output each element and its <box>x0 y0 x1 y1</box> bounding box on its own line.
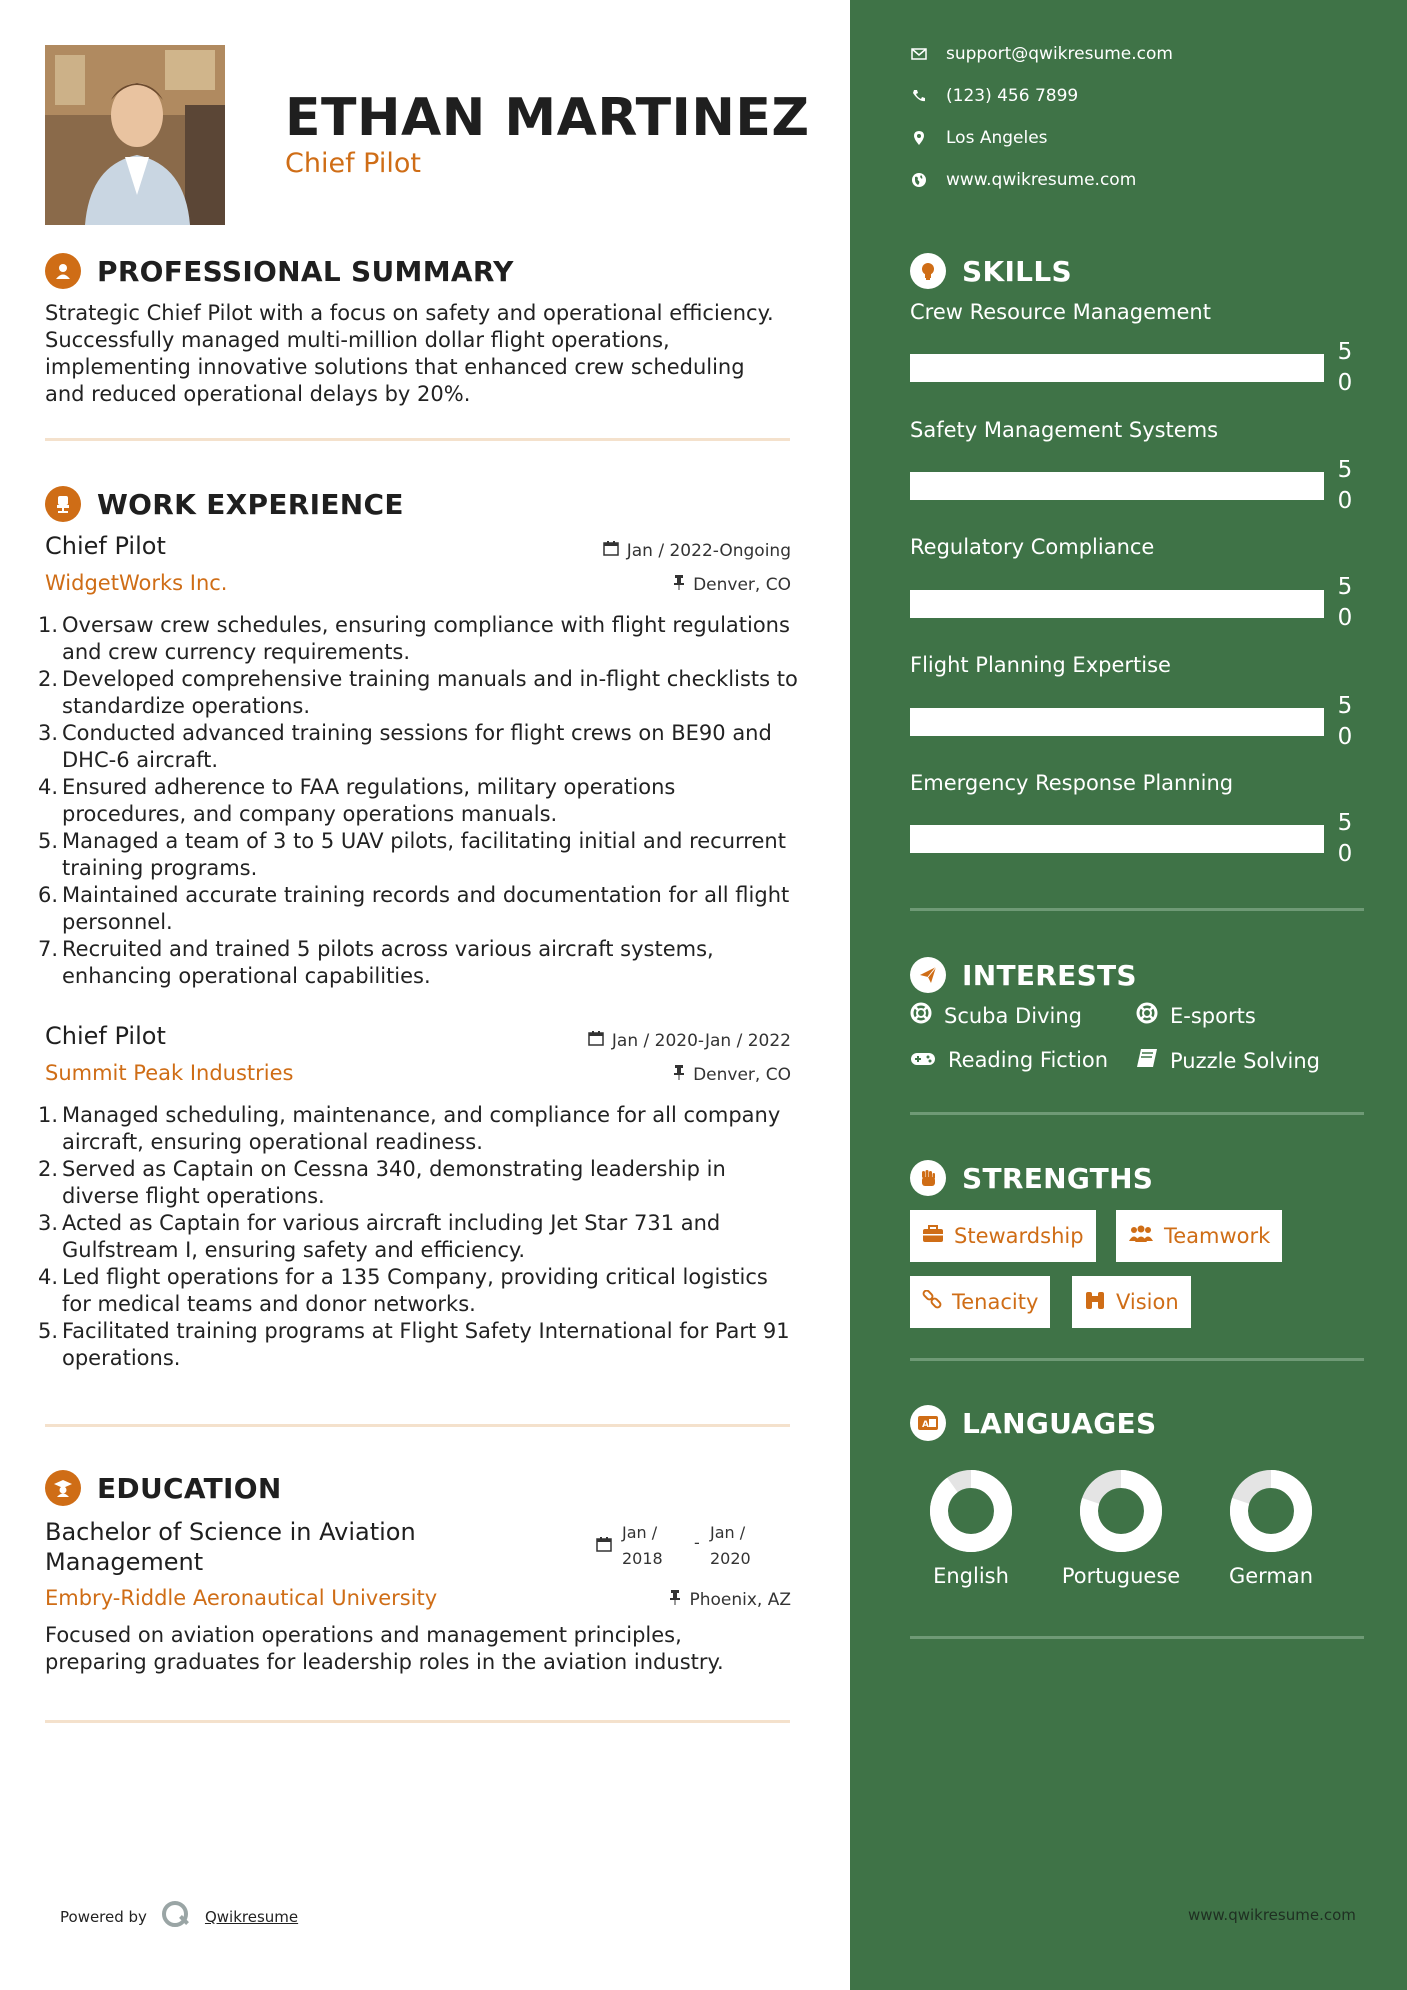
contact-website <box>910 170 1136 190</box>
language-ring <box>1228 1468 1314 1554</box>
languages-heading <box>910 1405 1156 1441</box>
education-location <box>669 1589 791 1610</box>
skill-value: 50 <box>1337 693 1353 750</box>
job-location-text: Denver, CO <box>693 574 791 595</box>
sidebar-divider <box>910 1112 1364 1115</box>
strengths-heading <box>910 1160 1153 1196</box>
website-text[interactable]: www.qwikresume.com <box>946 170 1137 190</box>
graduate-icon <box>45 1470 81 1506</box>
skill-name: Regulatory Compliance <box>910 535 1155 559</box>
job-dates-text: Jan / 2022-Ongoing <box>626 540 791 561</box>
education-dates <box>596 1520 751 1572</box>
skill-name: Flight Planning Expertise <box>910 653 1171 677</box>
calendar-icon <box>596 1534 612 1572</box>
experience-heading <box>45 486 404 522</box>
pin-icon <box>669 1589 681 1610</box>
strength-label: Teamwork <box>1164 1224 1271 1248</box>
pin-icon <box>673 574 685 595</box>
powered-by-text: Powered by <box>60 1908 147 1926</box>
list-item: 6. Maintained accurate training records and documentation for all flight personnel. <box>38 883 790 934</box>
skill-name: Emergency Response Planning <box>910 771 1234 795</box>
skill-bar <box>910 354 1324 382</box>
list-item: 1. Managed scheduling, maintenance, and compliance for all company aircraft, ensuring operational readiness. <box>38 1103 781 1154</box>
end-month: Jan / <box>710 1523 746 1542</box>
strength-label: Tenacity <box>952 1290 1039 1314</box>
sidebar-divider <box>910 908 1364 911</box>
skill-bar <box>910 590 1324 618</box>
job-location <box>673 574 791 595</box>
pin-icon <box>673 1064 685 1085</box>
qwikresume-logo-icon <box>161 1900 191 1934</box>
interest-item <box>1136 1002 1256 1029</box>
school: Embry-Riddle Aeronautical University <box>45 1586 438 1610</box>
degree <box>45 1517 416 1577</box>
interests-heading-text: INTERESTS <box>962 958 1137 992</box>
footer-website[interactable]: www.qwikresume.com <box>1188 1906 1356 1924</box>
strength-tag <box>910 1276 1050 1328</box>
summary-heading-text: PROFESSIONAL SUMMARY <box>97 254 514 288</box>
education-heading-text: EDUCATION <box>97 1471 282 1505</box>
phone-icon <box>910 87 928 105</box>
fist-icon <box>910 1160 946 1196</box>
language-label: German <box>1228 1564 1314 1588</box>
language-ring <box>928 1468 1014 1554</box>
job-location <box>673 1064 791 1085</box>
life-ring-icon <box>910 1002 932 1029</box>
language-ring-fill <box>939 1479 1003 1543</box>
brand-link[interactable]: Qwikresume <box>204 1908 299 1926</box>
gamepad-icon <box>910 1048 936 1072</box>
location-text: Los Angeles <box>946 128 1048 148</box>
list-item: 3. Conducted advanced training sessions for flight crews on BE90 and DHC-6 aircraft. <box>38 721 772 772</box>
list-item: 5. Managed a team of 3 to 5 UAV pilots, facilitating initial and recurrent training programs. <box>38 829 786 880</box>
profile-photo <box>45 45 225 225</box>
summary-text: Strategic Chief Pilot with a focus on safety and operational efficiency. Successfully managed multi-million dollar flight operations, implementing innovative solutions that enhanced crew scheduling and reduced operational delays by 20%. <box>45 301 774 406</box>
language-label: English <box>933 1564 1009 1588</box>
skill-bar <box>910 825 1324 853</box>
section-divider <box>45 1720 790 1723</box>
interests-heading <box>910 957 1137 993</box>
list-item: 3. Acted as Captain for various aircraft including Jet Star 731 and Gulfstream I, ensuring safety and efficiency. <box>38 1211 721 1262</box>
education-heading <box>45 1470 282 1506</box>
interest-item <box>1136 1048 1320 1073</box>
job-title: Chief Pilot <box>45 532 166 560</box>
book-icon <box>1136 1048 1158 1073</box>
language-icon <box>910 1405 946 1441</box>
skill-bar-fill <box>910 590 1324 618</box>
start-year: 2018 <box>622 1549 663 1568</box>
language-item <box>1046 1468 1196 1588</box>
degree-line: Bachelor of Science in Aviation <box>45 1518 416 1546</box>
strength-label: Stewardship <box>954 1224 1084 1248</box>
contact-location <box>910 128 1048 148</box>
contact-email <box>910 44 1173 64</box>
skill-value: 50 <box>1337 574 1353 631</box>
paper-plane-icon <box>910 957 946 993</box>
start-month: Jan / <box>622 1523 658 1542</box>
education-location-text: Phoenix, AZ <box>689 1589 791 1610</box>
strength-tag <box>1116 1210 1282 1262</box>
skill-value: 50 <box>1337 457 1353 514</box>
svg-text:A: A <box>922 1420 930 1430</box>
languages-heading-text: LANGUAGES <box>962 1406 1157 1440</box>
section-divider <box>45 438 790 441</box>
candidate-name: ETHAN MARTINEZ <box>285 88 810 148</box>
end-date <box>710 1520 751 1572</box>
job-dates <box>603 540 791 561</box>
language-item <box>1196 1468 1346 1588</box>
job-title: Chief Pilot <box>45 1022 166 1050</box>
strengths-heading-text: STRENGTHS <box>962 1161 1154 1195</box>
calendar-icon <box>603 540 619 561</box>
map-marker-icon <box>910 129 928 147</box>
phone-text: (123) 456 7899 <box>946 86 1079 106</box>
interest-label: Scuba Diving <box>944 1003 1082 1028</box>
interest-label: Reading Fiction <box>948 1048 1109 1072</box>
user-icon <box>45 253 81 289</box>
skill-bar <box>910 472 1324 500</box>
strength-label: Vision <box>1116 1290 1179 1314</box>
skill-name: Crew Resource Management <box>910 300 1211 324</box>
contact-phone <box>910 86 1078 106</box>
job-bullets <box>38 1102 798 1372</box>
binoculars-icon <box>1084 1290 1106 1315</box>
list-item: 4. Ensured adherence to FAA regulations, military operations procedures, and company operations manuals. <box>38 775 676 826</box>
job-bullets <box>38 612 798 990</box>
education-text: Focused on aviation operations and management principles, preparing graduates for leadership roles in the aviation industry. <box>45 1623 724 1674</box>
summary-heading <box>45 253 514 289</box>
lightbulb-icon <box>910 253 946 289</box>
degree-line: Management <box>45 1548 204 1576</box>
skill-bar-fill <box>910 825 1324 853</box>
envelope-icon <box>910 45 928 63</box>
list-item: 5. Facilitated training programs at Flight Safety International for Part 91 operations. <box>38 1319 790 1370</box>
strength-tag <box>1072 1276 1191 1328</box>
skill-bar <box>910 708 1324 736</box>
sidebar-divider <box>910 1636 1364 1639</box>
skill-value: 50 <box>1337 339 1353 396</box>
list-item: 7. Recruited and trained 5 pilots across various aircraft systems, enhancing operational capabilities. <box>38 937 714 988</box>
link-icon <box>922 1290 942 1315</box>
life-ring-icon <box>1136 1002 1158 1029</box>
skills-heading-text: SKILLS <box>962 254 1072 288</box>
date-separator: - <box>694 1533 700 1552</box>
start-date <box>622 1520 684 1572</box>
interest-label: Puzzle Solving <box>1170 1048 1320 1073</box>
email-text[interactable]: support@qwikresume.com <box>946 44 1173 64</box>
footer-powered-by <box>60 1900 298 1934</box>
skill-name: Safety Management Systems <box>910 418 1219 442</box>
chair-icon <box>45 486 81 522</box>
strength-tag <box>910 1210 1096 1262</box>
end-year: 2020 <box>710 1549 751 1568</box>
sidebar-divider <box>910 1358 1364 1361</box>
list-item: 2. Served as Captain on Cessna 340, demonstrating leadership in diverse flight operations. <box>38 1157 726 1208</box>
skill-bar-fill <box>910 708 1324 736</box>
skills-heading <box>910 253 1072 289</box>
globe-icon <box>910 171 928 189</box>
skill-bar-fill <box>910 354 1324 382</box>
skill-value: 50 <box>1337 810 1353 867</box>
job-location-text: Denver, CO <box>693 1064 791 1085</box>
list-item: 2. Developed comprehensive training manuals and in-flight checklists to standardize operations. <box>38 667 798 718</box>
list-item: 1. Oversaw crew schedules, ensuring compliance with flight regulations and crew currency requirements. <box>38 613 790 664</box>
job-company: Summit Peak Industries <box>45 1061 294 1085</box>
language-label: Portuguese <box>1061 1564 1181 1588</box>
experience-heading-text: WORK EXPERIENCE <box>97 487 404 521</box>
interest-label: E-sports <box>1170 1003 1256 1028</box>
job-company: WidgetWorks Inc. <box>45 571 228 595</box>
language-ring <box>1078 1468 1164 1554</box>
job-dates <box>588 1030 791 1051</box>
candidate-title: Chief Pilot <box>285 148 421 179</box>
language-item <box>896 1468 1046 1588</box>
sidebar <box>850 0 1407 1990</box>
interest-item <box>910 1048 1108 1072</box>
job-dates-text: Jan / 2020-Jan / 2022 <box>611 1030 791 1051</box>
briefcase-icon <box>922 1224 944 1248</box>
section-divider <box>45 1424 790 1427</box>
calendar-icon <box>588 1030 604 1051</box>
skill-bar-fill <box>910 472 1324 500</box>
list-item: 4. Led flight operations for a 135 Company, providing critical logistics for medical teams and donor networks. <box>38 1265 768 1316</box>
users-icon <box>1128 1224 1154 1248</box>
interest-item <box>910 1002 1082 1029</box>
